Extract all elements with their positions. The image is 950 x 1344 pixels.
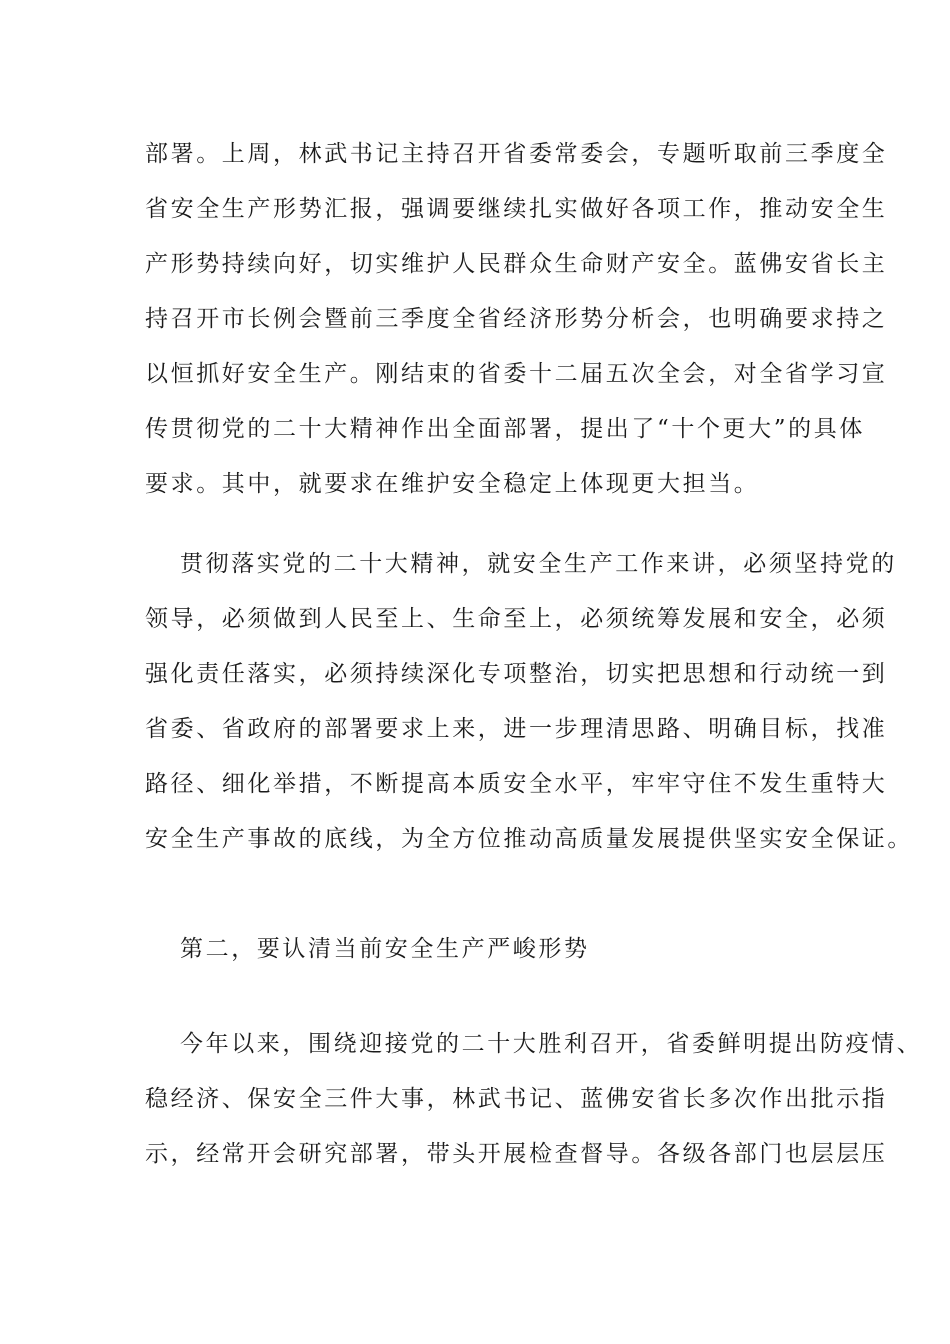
paragraph-1-line-1: 部署。上周，林武书记主持召开省委常委会，专题听取前三季度全 (145, 141, 888, 167)
paragraph-3-line-1: 今年以来，围绕迎接党的二十大胜利召开，省委鲜明提出防疫情、 (180, 1031, 923, 1057)
paragraph-1-line-4: 持召开市长例会暨前三季度全省经济形势分析会，也明确要求持之 (145, 306, 888, 332)
paragraph-2-line-4: 省委、省政府的部署要求上来，进一步理清思路、明确目标，找准 (145, 716, 888, 742)
section-heading: 第二，要认清当前安全生产严峻形势 (180, 936, 590, 962)
paragraph-2-line-3: 强化责任落实，必须持续深化专项整治，切实把思想和行动统一到 (145, 661, 888, 687)
paragraph-1-line-6: 传贯彻党的二十大精神作出全面部署，提出了“十个更大”的具体 (145, 416, 865, 442)
paragraph-1-line-7: 要求。其中，就要求在维护安全稳定上体现更大担当。 (145, 471, 760, 497)
paragraph-2-line-2: 领导，必须做到人民至上、生命至上，必须统筹发展和安全，必须 (145, 606, 888, 632)
paragraph-1-line-2: 省安全生产形势汇报，强调要继续扎实做好各项工作，推动安全生 (145, 196, 888, 222)
paragraph-1-line-5: 以恒抓好安全生产。刚结束的省委十二届五次全会，对全省学习宣 (145, 361, 888, 387)
paragraph-2-line-5: 路径、细化举措，不断提高本质安全水平，牢牢守住不发生重特大 (145, 771, 888, 797)
paragraph-3-line-2: 稳经济、保安全三件大事，林武书记、蓝佛安省长多次作出批示指 (145, 1086, 888, 1112)
paragraph-2-line-1: 贯彻落实党的二十大精神，就安全生产工作来讲，必须坚持党的 (180, 551, 897, 577)
paragraph-1-line-3: 产形势持续向好，切实维护人民群众生命财产安全。蓝佛安省长主 (145, 251, 888, 277)
paragraph-3-line-3: 示，经常开会研究部署，带头开展检查督导。各级各部门也层层压 (145, 1141, 888, 1167)
paragraph-2-line-6: 安全生产事故的底线，为全方位推动高质量发展提供坚实安全保证。 (145, 826, 913, 852)
